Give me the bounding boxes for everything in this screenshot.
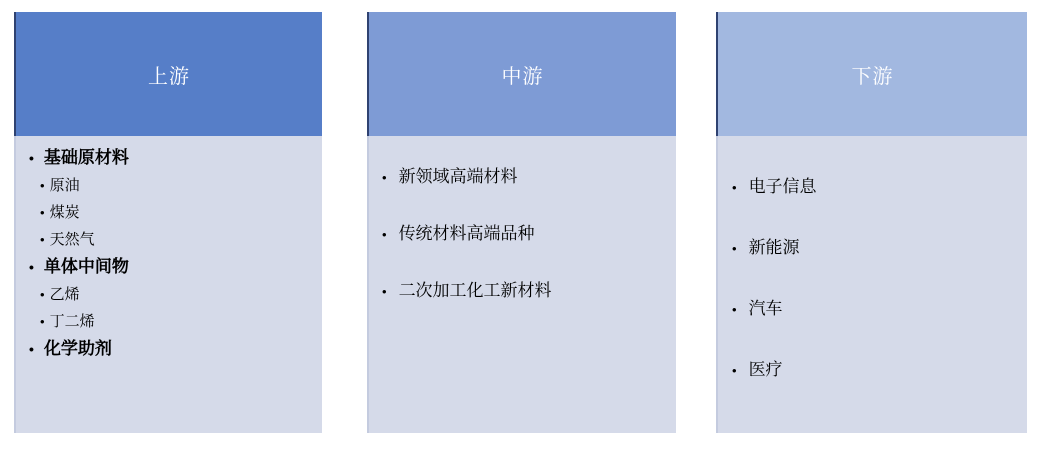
column-midstream-title: 中游 xyxy=(501,65,544,88)
item-label: 电子信息 xyxy=(748,177,817,196)
column-midstream-header xyxy=(367,12,676,136)
bullet-icon: • xyxy=(29,259,34,275)
column-midstream xyxy=(367,12,676,433)
item-label: 原油 xyxy=(49,177,80,194)
upstream-item-list xyxy=(29,144,316,363)
list-item xyxy=(29,226,316,253)
list-item xyxy=(732,233,1021,264)
column-downstream xyxy=(716,12,1027,433)
bullet-icon: • xyxy=(29,150,34,166)
bullet-icon: • xyxy=(382,170,387,185)
bullet-icon: • xyxy=(732,302,737,317)
list-item xyxy=(29,199,316,226)
item-label: 基础原材料 xyxy=(43,148,129,167)
column-downstream-header xyxy=(716,12,1027,136)
item-label: 丁二烯 xyxy=(49,313,95,330)
midstream-item-list xyxy=(382,162,670,307)
column-midstream-body xyxy=(367,136,676,433)
list-item xyxy=(29,144,316,172)
column-upstream-body xyxy=(14,136,322,433)
bullet-icon: • xyxy=(382,284,387,299)
column-upstream-header xyxy=(14,12,322,136)
bullet-icon: • xyxy=(40,314,45,329)
bullet-icon: • xyxy=(29,341,34,357)
bullet-icon: • xyxy=(40,287,45,302)
item-label: 煤炭 xyxy=(49,204,80,221)
list-item xyxy=(732,355,1021,386)
list-item xyxy=(29,335,316,363)
item-label: 二次加工化工新材料 xyxy=(398,281,552,300)
list-item xyxy=(29,253,316,281)
column-downstream-body xyxy=(716,136,1027,433)
bullet-icon: • xyxy=(40,232,45,247)
list-item xyxy=(29,308,316,335)
downstream-item-list xyxy=(732,172,1021,386)
item-label: 天然气 xyxy=(49,231,95,248)
column-upstream-title: 上游 xyxy=(148,65,190,88)
list-item xyxy=(732,172,1021,203)
item-label: 单体中间物 xyxy=(43,257,129,276)
list-item xyxy=(732,294,1021,325)
list-item xyxy=(382,219,670,250)
item-label: 汽车 xyxy=(748,299,783,318)
item-label: 医疗 xyxy=(748,360,783,379)
item-label: 化学助剂 xyxy=(43,339,112,358)
bullet-icon: • xyxy=(40,178,45,193)
bullet-icon: • xyxy=(732,241,737,256)
item-label: 新能源 xyxy=(748,238,800,257)
bullet-icon: • xyxy=(732,180,737,195)
item-label: 新领域高端材料 xyxy=(398,167,518,186)
bullet-icon: • xyxy=(382,227,387,242)
item-label: 传统材料高端品种 xyxy=(398,224,535,243)
column-upstream xyxy=(14,12,322,433)
list-item xyxy=(29,281,316,308)
list-item xyxy=(29,172,316,199)
bullet-icon: • xyxy=(40,205,45,220)
bullet-icon: • xyxy=(732,363,737,378)
item-label: 乙烯 xyxy=(49,286,80,303)
list-item xyxy=(382,162,670,193)
list-item xyxy=(382,276,670,307)
column-downstream-title: 下游 xyxy=(851,65,894,88)
